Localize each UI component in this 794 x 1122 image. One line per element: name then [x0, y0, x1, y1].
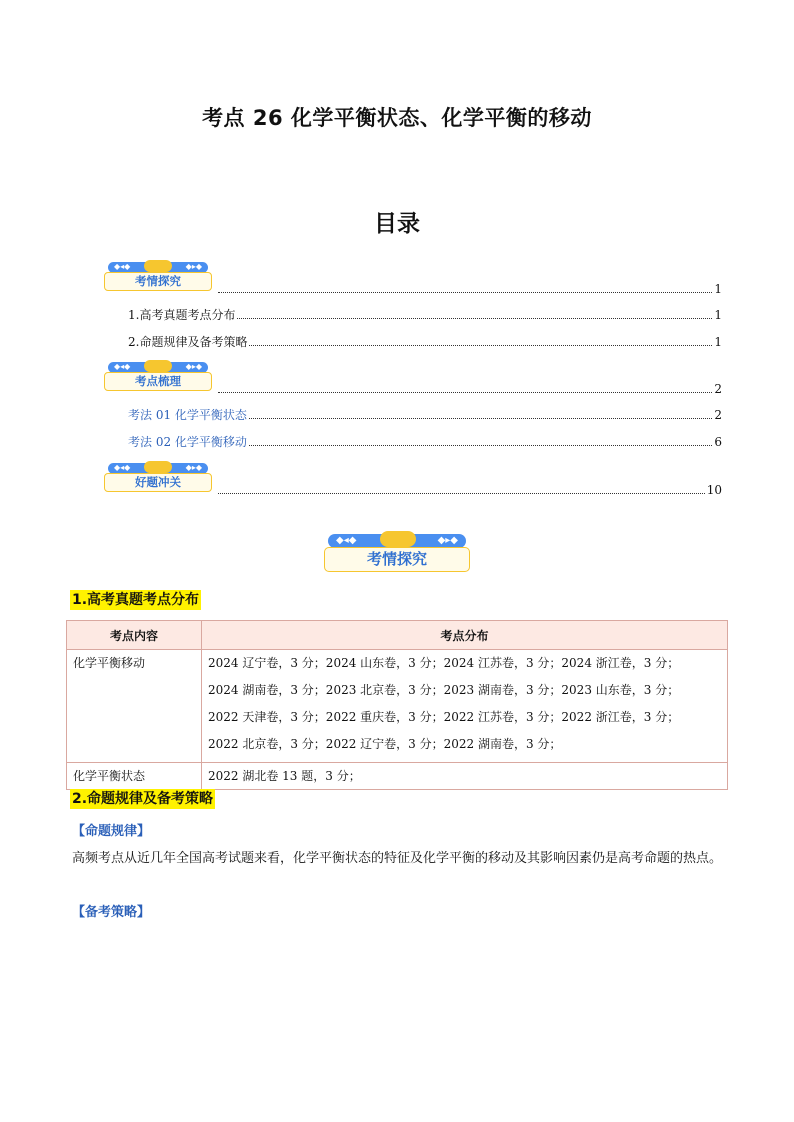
toc-entry-badge-1[interactable]	[216, 282, 722, 296]
table-header: 考点内容	[67, 621, 202, 650]
page-title: 考点 26 化学平衡状态、化学平衡的移动	[202, 106, 592, 130]
toc-entry-distribution[interactable]	[128, 308, 722, 322]
toc-title: 目录	[374, 211, 420, 237]
toc-entry-label: 考法 02 化学平衡移动	[128, 435, 247, 449]
table-cell-topic: 化学平衡移动	[67, 650, 202, 763]
distribution-line: 2022 天津卷，3 分；2022 重庆卷，3 分；2022 江苏卷，3 分；2022 浙江卷，3 分；	[208, 710, 680, 724]
toc-page-number: 10	[706, 483, 722, 497]
table-row	[67, 763, 728, 790]
toc-badge-label: 考情探究	[104, 272, 212, 291]
ornament-icon: ◆▸◆	[185, 262, 202, 271]
section-badge-label: 考情探究	[324, 547, 470, 572]
toc-entry-badge-2[interactable]	[216, 382, 722, 396]
ornament-icon: ◆◂◆	[114, 362, 131, 371]
toc-entry-badge-3[interactable]	[216, 483, 722, 497]
ornament-icon: ◆◂◆	[114, 262, 131, 271]
toc-entry-label: 考法 01 化学平衡状态	[128, 408, 247, 422]
toc-badge-key-points[interactable]	[104, 362, 212, 392]
distribution-line: 2022 北京卷，3 分；2022 辽宁卷，3 分；2022 湖南卷，3 分；	[208, 737, 562, 751]
rule-paragraph: 高频考点从近几年全国高考试题来看，化学平衡状态的特征及化学平衡的移动及其影响因素仍是高考命题的热点。	[72, 851, 723, 866]
section-heading-strategy: 2.命题规律及备考策略	[72, 791, 214, 807]
toc-badge-practice[interactable]	[104, 463, 212, 493]
toc-entry-label: 2.命题规律及备考策略	[128, 335, 248, 349]
toc-page-number: 1	[714, 282, 722, 296]
table-cell-distribution	[202, 763, 728, 790]
toc-page-number: 1	[714, 308, 722, 322]
toc-entry-label: 1.高考真题考点分布	[128, 308, 236, 322]
toc-badge-label: 好题冲关	[104, 473, 212, 492]
ornament-icon: ◆▸◆	[185, 463, 202, 472]
table-cell-topic: 化学平衡状态	[67, 763, 202, 790]
ornament-icon: ◆◂◆	[114, 463, 131, 472]
table-cell-distribution	[202, 650, 728, 763]
toc-entry-method-02[interactable]	[128, 435, 722, 449]
exam-distribution-table	[66, 620, 728, 790]
toc-badge-exam-analysis[interactable]	[104, 262, 212, 292]
section-badge-exam-analysis	[324, 534, 470, 574]
toc-page-number: 2	[714, 408, 722, 422]
rule-label: 【命题规律】	[72, 824, 151, 839]
distribution-line: 2024 湖南卷，3 分；2023 北京卷，3 分；2023 湖南卷，3 分；2023 山东卷，3 分；	[208, 683, 680, 697]
table-header: 考点分布	[202, 621, 728, 650]
toc-page-number: 6	[714, 435, 722, 449]
toc-entry-strategy[interactable]	[128, 335, 722, 349]
distribution-line: 2024 辽宁卷，3 分；2024 山东卷，3 分；2024 江苏卷，3 分；2024 浙江卷，3 分；	[208, 656, 680, 670]
section-heading-distribution: 1.高考真题考点分布	[72, 592, 200, 608]
ornament-icon: ◆▸◆	[185, 362, 202, 371]
strategy-label: 【备考策略】	[72, 905, 151, 920]
toc-badge-label: 考点梳理	[104, 372, 212, 391]
toc-page-number: 1	[714, 335, 722, 349]
toc-page-number: 2	[714, 382, 722, 396]
toc-entry-method-01[interactable]	[128, 408, 722, 422]
table-row	[67, 650, 728, 763]
distribution-line: 2022 湖北卷 13 题，3 分；	[208, 769, 361, 783]
ornament-icon: ◆◂◆	[336, 535, 357, 546]
ornament-icon: ◆▸◆	[437, 535, 458, 546]
